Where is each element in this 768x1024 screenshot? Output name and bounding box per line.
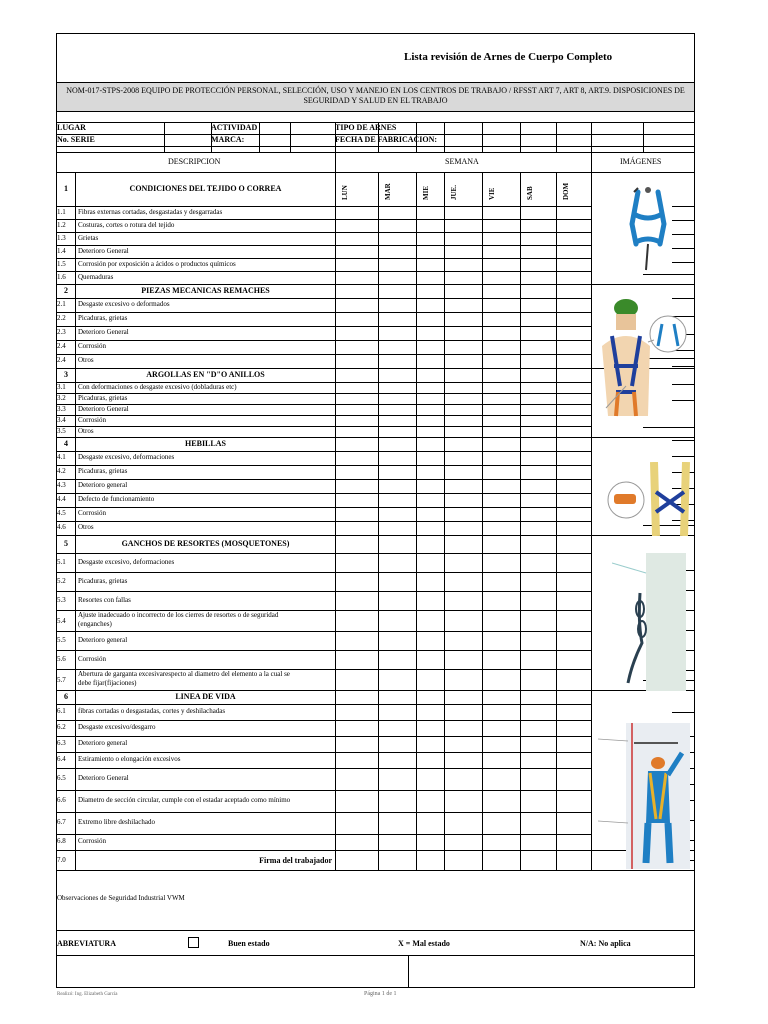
grid-line — [378, 368, 379, 437]
item-description: Otros — [78, 356, 94, 364]
item-description: debe fijar(fijaciones) — [78, 679, 137, 687]
grid-line — [335, 535, 336, 690]
grid-line — [444, 437, 445, 535]
item-number: 1.4 — [57, 246, 66, 255]
item-description: Ajuste inadecuado o incorrecto de los cierres de resortes o de seguridad — [78, 611, 279, 619]
item-number: 2.4 — [57, 356, 66, 364]
grid-line — [416, 284, 417, 368]
observaciones-label: Observaciones de Seguridad Industrial VWM — [57, 894, 185, 902]
grid-line — [591, 437, 694, 438]
grid-line — [164, 122, 165, 152]
item-description: Otros — [78, 523, 94, 531]
grid-line — [591, 535, 592, 690]
grid-line — [57, 834, 591, 835]
grid-line — [591, 368, 592, 437]
grid-line — [75, 535, 76, 690]
grid-line — [482, 690, 483, 850]
grid-line — [416, 690, 417, 850]
grid-line — [57, 284, 591, 285]
item-number: 1.2 — [57, 220, 66, 229]
section-title: ARGOLLAS EN "D"O ANILLOS — [146, 370, 265, 379]
grid-line — [556, 850, 557, 870]
grid-line — [57, 415, 591, 416]
grid-line — [482, 437, 483, 535]
grid-line — [57, 535, 591, 536]
grid-line — [335, 368, 336, 437]
actividad-label: ACTIVIDAD — [211, 123, 258, 132]
item-description: (enganches) — [78, 620, 112, 628]
grid-line — [57, 493, 591, 494]
grid-line — [444, 850, 445, 870]
item-description: Extremo libre deshilachado — [78, 818, 155, 826]
grid-line — [57, 479, 591, 480]
grid-line — [591, 690, 592, 850]
descripcion-header: DESCRIPCION — [168, 157, 221, 166]
item-number: 5.3 — [57, 595, 66, 604]
section-title: LINEA DE VIDA — [175, 692, 236, 701]
item-number: 5.2 — [57, 576, 66, 585]
grid-line — [57, 521, 591, 522]
grid-line — [482, 122, 483, 152]
grid-line — [57, 271, 591, 272]
grid-line — [290, 122, 291, 152]
grid-line — [57, 393, 591, 394]
day-label-mie: MIE — [422, 186, 430, 200]
grid-line — [416, 535, 417, 690]
grid-line — [57, 790, 591, 791]
section-title: PIEZAS MECANICAS REMACHES — [141, 286, 270, 295]
grid-line — [444, 535, 445, 690]
day-label-sab: SAB — [526, 186, 534, 200]
grid-line — [591, 152, 592, 172]
item-number: 5.6 — [57, 654, 66, 663]
grid-line — [57, 591, 591, 592]
footer-page: Página 1 de 1 — [364, 991, 397, 997]
buen-estado-checkbox[interactable] — [188, 937, 199, 948]
grid-line — [57, 312, 591, 313]
abreviatura-label: ABREVIATURA — [57, 939, 116, 948]
item-description: Deterioro General — [78, 404, 129, 413]
grid-line — [57, 631, 591, 632]
item-number: 4.4 — [57, 495, 66, 503]
grid-line — [520, 437, 521, 535]
page-title: Lista revisión de Arnes de Cuerpo Completo — [404, 51, 613, 63]
grid-line — [335, 850, 336, 870]
grid-line — [75, 850, 76, 870]
grid-line — [57, 955, 694, 956]
firma-label: Firma del trabajador — [259, 856, 332, 865]
grid-line — [75, 172, 76, 284]
item-number: 6.8 — [57, 837, 66, 845]
grid-line — [75, 368, 76, 437]
worker-harness-image — [598, 296, 692, 432]
buen-estado-label: Buen estado — [228, 939, 270, 948]
lifeline-image — [598, 723, 690, 869]
grid-line — [416, 850, 417, 870]
day-label-lun: LUN — [341, 185, 349, 200]
grid-line — [591, 122, 592, 152]
grid-line — [57, 340, 591, 341]
grid-line — [444, 284, 445, 368]
item-number: 6.3 — [57, 739, 66, 747]
grid-line — [672, 440, 694, 441]
grid-line — [482, 284, 483, 368]
grid-line — [57, 426, 591, 427]
item-number: 5.7 — [57, 675, 66, 684]
grid-line — [57, 326, 591, 327]
item-description: Deterioro General — [78, 328, 129, 336]
grid-line — [672, 456, 694, 457]
carabiner-image — [612, 553, 686, 691]
fecha-fabricacion-label: FECHA DE FABRICACION: — [335, 135, 438, 144]
item-number: 5.4 — [57, 616, 66, 625]
item-number: 2.4 — [57, 342, 66, 350]
grid-line — [378, 850, 379, 870]
item-description: Corrosión — [78, 654, 106, 663]
grid-line — [335, 152, 336, 172]
item-number: 4.3 — [57, 481, 66, 489]
grid-line — [57, 650, 591, 651]
grid-line — [57, 437, 591, 438]
grid-line — [520, 535, 521, 690]
grid-line — [643, 122, 644, 152]
item-description: Diametro de sección circular, cumple con el estadar aceptado como mínimo — [78, 796, 291, 804]
grid-line — [378, 284, 379, 368]
grid-line — [556, 172, 557, 284]
grid-line — [57, 354, 591, 355]
grid-line — [57, 232, 591, 233]
item-description: Resortes con fallas — [78, 595, 131, 604]
grid-line — [57, 245, 591, 246]
item-number: 4.2 — [57, 467, 66, 475]
grid-line — [335, 437, 336, 535]
item-description: Estiramiento o elongación excesivos — [78, 755, 181, 763]
day-label-mar: MAR — [384, 183, 392, 200]
grid-line — [520, 690, 521, 850]
item-description: Deterioro general — [78, 481, 128, 489]
grid-line — [335, 172, 336, 284]
item-number: 1.1 — [57, 207, 66, 216]
imagenes-header: IMÁGENES — [620, 157, 662, 166]
item-description: fibras cortadas o desgastadas, cortes y deshilachadas — [78, 707, 226, 715]
grid-line — [482, 172, 483, 284]
grid-line — [520, 368, 521, 437]
item-number: 3.3 — [57, 404, 66, 413]
grid-line — [57, 172, 694, 173]
grid-line — [57, 146, 694, 147]
section-number: 4 — [64, 439, 68, 448]
item-description: Otros — [78, 426, 94, 435]
harness-image-1 — [620, 184, 676, 274]
item-number: 4.5 — [57, 509, 66, 517]
grid-line — [416, 172, 417, 284]
section-number: 5 — [64, 539, 68, 548]
item-description: Desgaste excesivo, deformaciones — [78, 557, 175, 566]
section-number: 1 — [64, 184, 68, 193]
item-description: Deterioro General — [78, 774, 129, 782]
grid-line — [378, 535, 379, 690]
semana-header: SEMANA — [445, 157, 479, 166]
grid-line — [57, 930, 694, 931]
item-number: 4.6 — [57, 523, 66, 531]
grid-line — [444, 172, 445, 284]
section-title: HEBILLAS — [185, 439, 226, 448]
grid-line — [57, 812, 591, 813]
no-aplica-label: N/A: No aplica — [580, 939, 631, 948]
grid-line — [444, 122, 445, 152]
item-number: 6.5 — [57, 774, 66, 782]
grid-line — [57, 572, 591, 573]
grid-line — [672, 712, 694, 713]
grid-line — [643, 274, 694, 275]
grid-line — [57, 451, 591, 452]
grid-line — [444, 368, 445, 437]
item-number: 2.1 — [57, 300, 66, 308]
grid-line — [57, 507, 591, 508]
item-description: Desgaste excesivo/desgarro — [78, 723, 156, 731]
item-description: Picaduras, grietas — [78, 576, 128, 585]
grid-line — [57, 704, 591, 705]
mal-estado-label: X = Mal estado — [398, 939, 450, 948]
grid-line — [416, 368, 417, 437]
item-description: Costuras, cortes o rotura del tejido — [78, 220, 175, 229]
grid-line — [57, 720, 591, 721]
item-description: Fibras externas cortadas, desgastadas y desgarradas — [78, 207, 223, 216]
item-number: 5.5 — [57, 635, 66, 644]
grid-line — [556, 690, 557, 850]
lugar-label: LUGAR — [57, 123, 86, 132]
marca-label: MARCA: — [211, 135, 245, 144]
item-description: Defecto de funcionamiento — [78, 495, 155, 503]
grid-line — [482, 368, 483, 437]
grid-line — [520, 850, 521, 870]
item-number: 1.3 — [57, 233, 66, 242]
item-number: 4.1 — [57, 453, 66, 461]
grid-line — [57, 768, 591, 769]
item-description: Abertura de garganta excesivarespecto al diametro del elemento a la cual se — [78, 670, 290, 678]
grid-line — [378, 437, 379, 535]
grid-line — [408, 955, 409, 988]
grid-line — [416, 437, 417, 535]
grid-line — [591, 437, 592, 535]
item-description: Desgaste excesivo o deformados — [78, 300, 170, 308]
item-description: Corrosión — [78, 837, 106, 845]
grid-line — [591, 284, 592, 368]
grid-line — [591, 172, 592, 284]
grid-line — [556, 437, 557, 535]
grid-line — [556, 368, 557, 437]
section-number: 6 — [64, 692, 68, 701]
item-number: 2.2 — [57, 314, 66, 322]
item-number: 3.4 — [57, 415, 66, 424]
item-description: Deterioro general — [78, 739, 128, 747]
grid-line — [57, 736, 591, 737]
grid-line — [335, 284, 336, 368]
grid-line — [57, 368, 591, 369]
item-description: Picaduras, grietas — [78, 314, 128, 322]
grid-line — [520, 284, 521, 368]
item-description: Corrosión — [78, 342, 106, 350]
grid-line — [57, 298, 591, 299]
item-description: Deterioro general — [78, 635, 128, 644]
item-number: 1.5 — [57, 259, 66, 268]
item-number: 6.2 — [57, 723, 66, 731]
grid-line — [57, 690, 591, 691]
grid-line — [57, 752, 591, 753]
firma-number: 7.0 — [57, 856, 66, 864]
footer-author: Realizó: Ing. Elizabeth García — [57, 992, 118, 997]
buckle-image — [606, 462, 690, 536]
item-number: 2.3 — [57, 328, 66, 336]
item-number: 3.2 — [57, 393, 66, 402]
item-number: 6.4 — [57, 755, 66, 763]
grid-line — [520, 172, 521, 284]
grid-line — [591, 284, 694, 285]
grid-line — [591, 850, 592, 870]
item-number: 3.5 — [57, 426, 66, 435]
item-description: Con deformaciones o desgaste excesivo (dobladuras etc) — [78, 382, 237, 391]
grid-line — [556, 535, 557, 690]
day-label-dom: DOM — [562, 182, 570, 200]
item-description: Picaduras, grietas — [78, 467, 128, 475]
grid-line — [556, 122, 557, 152]
grid-line — [259, 122, 260, 152]
item-number: 6.7 — [57, 818, 66, 826]
section-number: 2 — [64, 286, 68, 295]
tipo-arnes-label: TIPO DE ARNES — [335, 123, 397, 132]
grid-line — [444, 690, 445, 850]
grid-line — [482, 535, 483, 690]
item-description: Desgaste excesivo, deformaciones — [78, 453, 175, 461]
item-description: Corrosión — [78, 509, 106, 517]
section-title: GANCHOS DE RESORTES (MOSQUETONES) — [121, 539, 290, 548]
grid-line — [57, 870, 694, 871]
grid-line — [482, 850, 483, 870]
no-serie-label: No. SERIE — [57, 135, 95, 144]
item-number: 5.1 — [57, 557, 66, 566]
grid-line — [378, 172, 379, 284]
grid-line — [556, 284, 557, 368]
item-number: 3.1 — [57, 382, 66, 391]
item-number: 1.6 — [57, 272, 66, 281]
item-description: Deterioro General — [78, 246, 129, 255]
grid-line — [335, 690, 336, 850]
grid-line — [75, 437, 76, 535]
item-description: Corrosión por exposición a ácidos o productos químicos — [78, 259, 236, 268]
day-label-jue: JUE. — [450, 185, 458, 200]
grid-line — [75, 690, 76, 850]
item-number: 6.1 — [57, 707, 66, 715]
section-title: CONDICIONES DEL TEJIDO O CORREA — [129, 184, 282, 193]
day-label-vie: VIE — [488, 187, 496, 200]
norm-banner: NOM-017-STPS-2008 EQUIPO DE PROTECCIÓN PERSONAL, SELECCIÓN, USO Y MANEJO EN LOS CENTROS DE TRABAJO / RFSST ART 7, ART 8, ART.9. DISPOSICIONES DE SEGURIDAD Y SALUD EN EL TRABAJO — [57, 82, 694, 112]
item-number: 6.6 — [57, 796, 66, 804]
grid-line — [57, 850, 591, 851]
item-description: Grietas — [78, 233, 99, 242]
grid-line — [75, 284, 76, 368]
grid-line — [57, 152, 694, 153]
item-description: Picaduras, grietas — [78, 393, 128, 402]
grid-line — [57, 404, 591, 405]
grid-line — [57, 465, 591, 466]
grid-line — [520, 122, 521, 152]
section-number: 3 — [64, 370, 68, 379]
grid-line — [57, 553, 591, 554]
item-description: Quemaduras — [78, 272, 114, 281]
item-description: Corrosión — [78, 415, 106, 424]
grid-line — [378, 690, 379, 850]
